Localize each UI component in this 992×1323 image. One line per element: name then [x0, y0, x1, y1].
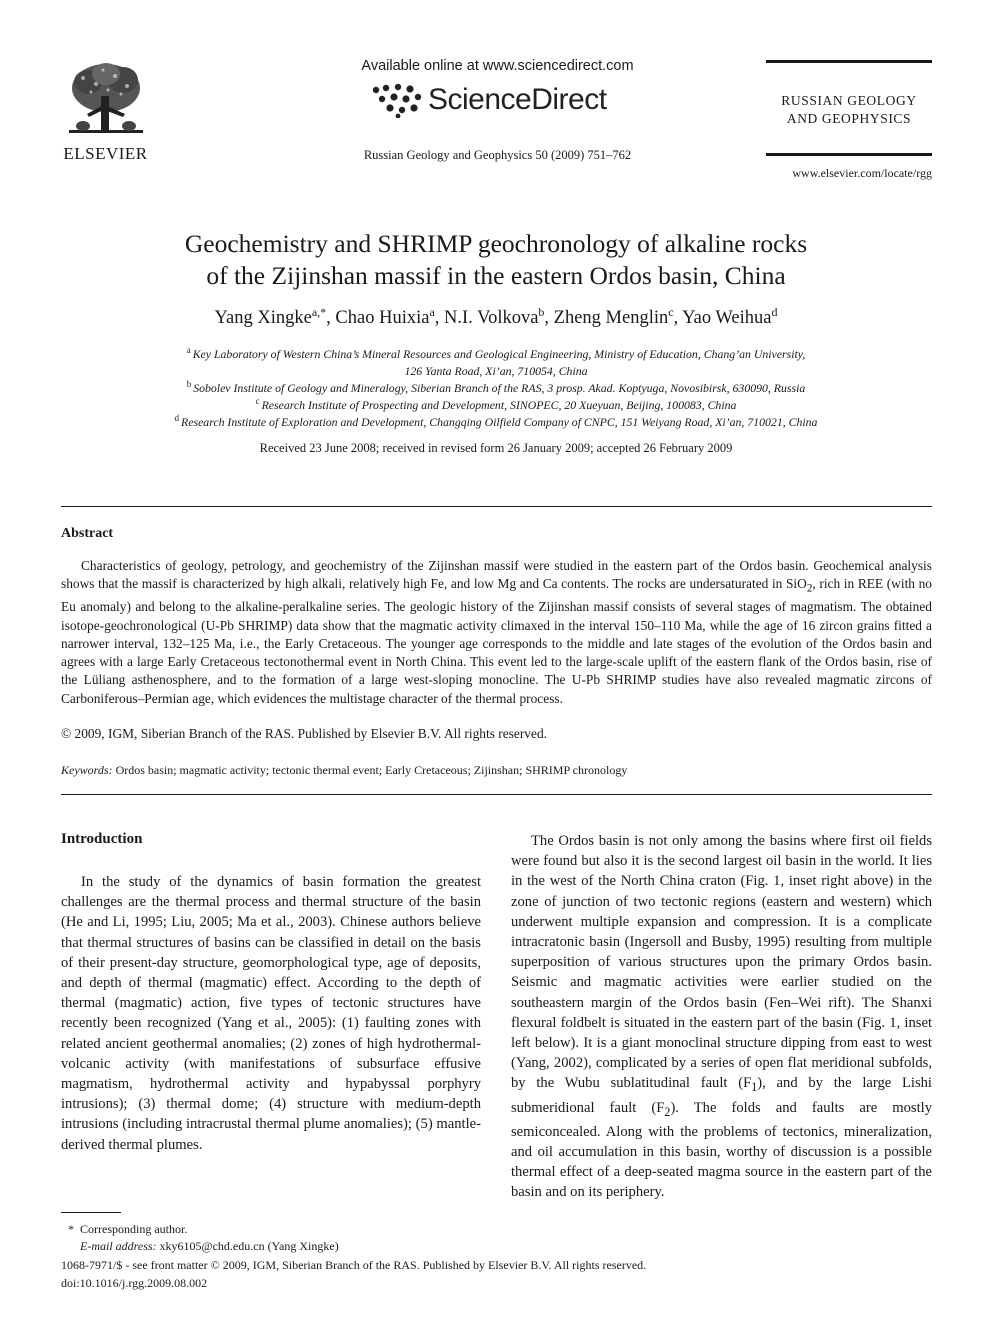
author-sup: a [429, 304, 435, 319]
right-subscript2: 2 [664, 1104, 671, 1119]
divider-bottom [61, 794, 932, 795]
abstract-part2: , rich in REE (with no Eu anomaly) and belong to the alkaline-peralkaline series. The geologic history of the Zijinshan massif consists of several stages of magmatism. The obtained isotope-geochronological (U-Pb SHRIMP) data show that the magmatic activity climaxed in the interval 150–110 Ma, while the age of 16 zircon grains fitted a narrower interval, 132–125 Ma, i.e., the Early Cretaceous. The younger age corresponds to the middle and late stages of the evolution of the Ordos basin and agrees with a large Early Cretaceous tectonothermal event in North China. This event led to the large-scale uplift of the eastern flank of the Ordos basin, rise of the Lüliang asthenosphere, and to the formation of a large west-sloping monocline. The U-Pb SHRIMP studies have also revealed magmatic zircons of Carboniferous–Permian age, which evidences the multistage character of the thermal process. [61, 576, 932, 706]
author-sep: , [673, 308, 683, 328]
affiliation-text: Research Institute of Exploration and Development, Changqing Oilfield Company of CNPC, 151 Weiyang Road, Xi’an, 710021, China [181, 415, 818, 429]
author-sep: , [544, 308, 554, 328]
divider-top [61, 506, 932, 507]
author-sup: c [668, 304, 674, 319]
author-list [60, 304, 932, 329]
journal-rule-top [766, 60, 932, 63]
elsevier-tree-icon [63, 60, 149, 142]
journal-citation: Russian Geology and Geophysics 50 (2009) 751–762 [363, 148, 632, 162]
author-name: Zheng Menglin [553, 308, 669, 328]
author-name: Yao Weihua [682, 308, 772, 328]
abstract-text [61, 557, 932, 708]
author-sup: a,* [311, 304, 327, 319]
title-line1: Geochemistry and SHRIMP geochronology of alkaline rocks [184, 229, 808, 258]
body-right-column [511, 831, 932, 1202]
affiliation-d [100, 414, 892, 431]
affiliation-sup: c [255, 396, 260, 407]
affiliation-sup: b [186, 379, 192, 390]
affiliation-sup: a [186, 345, 191, 356]
journal-name-line1: RUSSIAN GEOLOGY [781, 93, 917, 108]
footnote-rule [61, 1212, 121, 1213]
journal-url-link[interactable]: www.elsevier.com/locate/rgg [792, 166, 932, 180]
affiliation-a [100, 346, 892, 363]
affiliation-text: Sobolev Institute of Geology and Mineralogy, Siberian Branch of the RAS, 3 prosp. Akad. Koptyuga, Novosibirsk, 630090, Russia [193, 381, 806, 395]
article-title [100, 228, 892, 292]
abstract-subscript: 2 [806, 582, 813, 595]
abstract-heading: Abstract [61, 526, 114, 541]
publisher-name: ELSEVIER [63, 144, 148, 163]
available-online-text[interactable]: Available online at www.sciencedirect.com [361, 58, 634, 74]
author-name: N.I. Volkova [444, 308, 539, 328]
email-label: E-mail address: [80, 1239, 157, 1253]
title-line2: of the Zijinshan massif in the eastern Ordos basin, China [206, 261, 786, 290]
author-sup: b [538, 304, 545, 319]
author-name: Yang Xingke [214, 308, 312, 328]
received-dates: Received 23 June 2008; received in revised form 26 January 2009; accepted 26 February 2009 [259, 441, 733, 455]
footnote-email [80, 1239, 339, 1254]
right-part3: ). The folds and faults are mostly semiconcealed. Along with the problems of tectonics, mineralization, and oil accumulation in this basin, worthy of discussion is a possible thermal effect of a deep-seated magma source in the eastern part of the basin and on its periphery. [511, 1099, 932, 1201]
journal-name [766, 92, 932, 128]
affiliations [100, 346, 892, 431]
keywords-label: Keywords: [61, 763, 113, 777]
author-sep: , [326, 308, 336, 328]
sciencedirect-dots-icon [370, 82, 425, 118]
author-sup: d [771, 304, 778, 319]
affiliation-sup: d [174, 413, 180, 424]
sciencedirect-logo[interactable] [370, 80, 630, 120]
affiliation-b [100, 380, 892, 397]
doi-link[interactable]: doi:10.1016/j.rgg.2009.08.002 [61, 1276, 208, 1290]
affiliation-text: Key Laboratory of Western China’s Mineral Resources and Geological Engineering, Ministry of Education, Chang’an University, [192, 347, 806, 361]
affiliation-a-line2: 126 Yanta Road, Xi’an, 710054, China [404, 364, 588, 378]
keywords [61, 763, 932, 778]
sciencedirect-wordmark: ScienceDirect [428, 83, 607, 116]
footnote-text: Corresponding author. [80, 1222, 188, 1236]
front-matter: 1068-7971/$ - see front matter © 2009, IGM, Siberian Branch of the RAS. Published by Elsevier B.V. All rights reserved. [61, 1258, 647, 1272]
abstract-part1: Characteristics of geology, petrology, and geochemistry of the Zijinshan massif were studied in the eastern part of the Ordos basin. Geochemical analysis shows that the massif is characterized by high alkali, relatively high Fe, and low Mg and Ca contents. The rocks are undersaturated in SiO [61, 558, 932, 592]
abstract-copyright: © 2009, IGM, Siberian Branch of the RAS. Published by Elsevier B.V. All rights reserved. [61, 726, 547, 741]
author-name: Chao Huixia [335, 308, 430, 328]
right-subscript1: 1 [751, 1080, 758, 1095]
right-part1: The Ordos basin is not only among the basins where first oil fields were found but also it is the second largest oil basin in the world. It lies in the west of the North China craton (Fig. 1, inset right above) in the zone of junction of two tectonic regions (eastern and western) which underwent multiple expansion and compression. It is a complicate intracratonic basin (Ingersoll and Busby, 1995) resulting from multiple superposition of various structures upon the primary Ordos basin. Seismic and magmatic activities were earlier studied on the southeastern margin of the Ordos basin (Fen–Wei rift). The Shanxi flexural foldbelt is situated in the eastern part of the basin (Fig. 1, inset left below). It is a giant monoclinal structure dipping from east to west (Yang, 2002), complicated by a series of open flat meridional subfolds, by the Wubu sublatitudinal fault (F [511, 833, 932, 1092]
keywords-list: Ordos basin; magmatic activity; tectonic thermal event; Early Cretaceous; Zijinshan; SHRIMP chronology [115, 763, 628, 777]
footnote-mark: * [68, 1222, 74, 1236]
section-heading-introduction: Introduction [61, 831, 143, 847]
journal-name-line2: AND GEOPHYSICS [786, 111, 912, 126]
affiliation-text: Research Institute of Prospecting and Development, SINOPEC, 20 Xueyuan, Beijing, 100083, China [261, 398, 737, 412]
affiliation-c [100, 397, 892, 414]
author-sep: , [434, 308, 445, 328]
elsevier-logo [58, 60, 153, 163]
body-left-column: In the study of the dynamics of basin formation the greatest challenges are the thermal process and thermal structure of the basin (He and Li, 1995; Liu, 2005; Ma et al., 2003). Chinese authors believe that thermal structures of basins can be classified in detail on the basis of their present-day structure, geomorphological type, age of deposits, and depth of thermal (magmatic) effect. According to the depth of thermal (magmatic) action, five types of tectonic structures have recently been recognized (Yang et al., 2005): (1) faulting zones with related ancient geothermal anomalies; (2) zones of high hydrothermal-volcanic activity (with manifestations of subsurface effusive magmatism, hydrothermal activity and hypabyssal porphyry intrusions); (3) thermal dome; (4) structure with medium-depth intrusions (including intracrustal thermal plume anomalies); (5) mantle-derived thermal plumes. [61, 874, 481, 1153]
footnote-corresponding [68, 1222, 187, 1237]
email-link[interactable]: xky6105@chd.edu.cn (Yang Xingke) [159, 1239, 339, 1253]
journal-rule-bottom [766, 153, 932, 156]
right-part2: ), and by the large Lishi submeridional fault (F [511, 1075, 932, 1116]
